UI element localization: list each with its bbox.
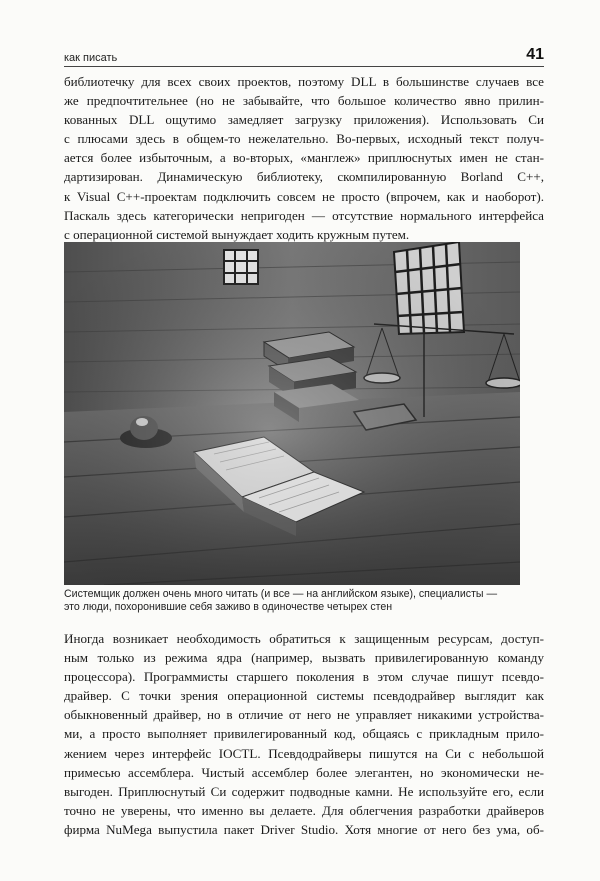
main-paragraph bbox=[64, 629, 544, 839]
text-line: Паскаль здесь категорически непригоден — отсутствие нормального интерфейса bbox=[64, 207, 544, 223]
text-line: точно не уверены, что именно вы делаете. Для облегчения разработки драйверов bbox=[64, 802, 544, 818]
text-line: ным только из режима ядра (например, вызвать привилегированную команду bbox=[64, 650, 544, 666]
running-header bbox=[64, 44, 544, 68]
room-scene-image bbox=[64, 242, 520, 585]
text-line: дартизирован. Динамическую библиотеку, скомпилированную Borland C++, bbox=[64, 169, 544, 185]
text-line: драйвер. С точки зрения операционной системы псевдодрайвер выглядит как bbox=[64, 688, 544, 704]
caption-line: Системщик должен очень много читать (и все — на английском языке), специалисты — bbox=[64, 588, 498, 600]
header-divider bbox=[64, 66, 544, 67]
rendered-room-illustration bbox=[64, 242, 520, 585]
intro-paragraph bbox=[64, 72, 544, 244]
text-line: процессора). Программисты старшего поколения в этом случае пишут псевдо- bbox=[64, 669, 544, 685]
caption-line: это люди, похоронившие себя заживо в одиночестве четырех стен bbox=[64, 601, 393, 613]
section-title: как писать bbox=[64, 52, 118, 64]
text-line: кованных DLL ощутимо замедляет загрузку приложения). Использовать Си bbox=[64, 112, 544, 128]
text-line: выгоден. Приплюснутый Си содержит подводные камни. Не используйте его, если bbox=[64, 783, 544, 799]
page-number: 41 bbox=[526, 46, 544, 63]
text-line: примесью ассемблера. Чистый ассемблер более элегантен, но экономически не- bbox=[64, 764, 544, 780]
text-line: же предпочтительнее (но не забывайте, что большое количество явно прилин- bbox=[64, 93, 544, 109]
text-line: ми, а просто выполняет привилегированный код, общаясь с прикладным прило- bbox=[64, 726, 544, 742]
text-line: с операционной системой вынуждает ходить кружным путем. bbox=[64, 226, 410, 242]
text-line: Иногда возникает необходимость обратиться к защищенным ресурсам, доступ- bbox=[64, 631, 544, 646]
text-line: к Visual C++-проектам подключить совсем не просто (впрочем, как и наоборот). bbox=[64, 188, 544, 204]
text-line: ается более избыточным, а во-вторых, «манглеж» приплюснутых имен не стан- bbox=[64, 150, 544, 166]
text-line: библиотечку для всех своих проектов, поэтому DLL в большинстве случаев все bbox=[64, 74, 544, 89]
text-line: с плюсами здесь в общем-то нежелательно. Во-первых, исходный текст получ- bbox=[64, 131, 544, 147]
text-line: жением через интерфейс IOCTL. Псевдодрайверы пишутся на Си с небольшой bbox=[64, 745, 544, 761]
figure-caption bbox=[64, 588, 544, 614]
text-line: фирма NuMega выпустила пакет Driver Studio. Хотя многие от него без ума, об- bbox=[64, 821, 544, 837]
text-line: обыкновенный драйвер, но в отличие от него не управляет никакими устройства- bbox=[64, 707, 544, 723]
